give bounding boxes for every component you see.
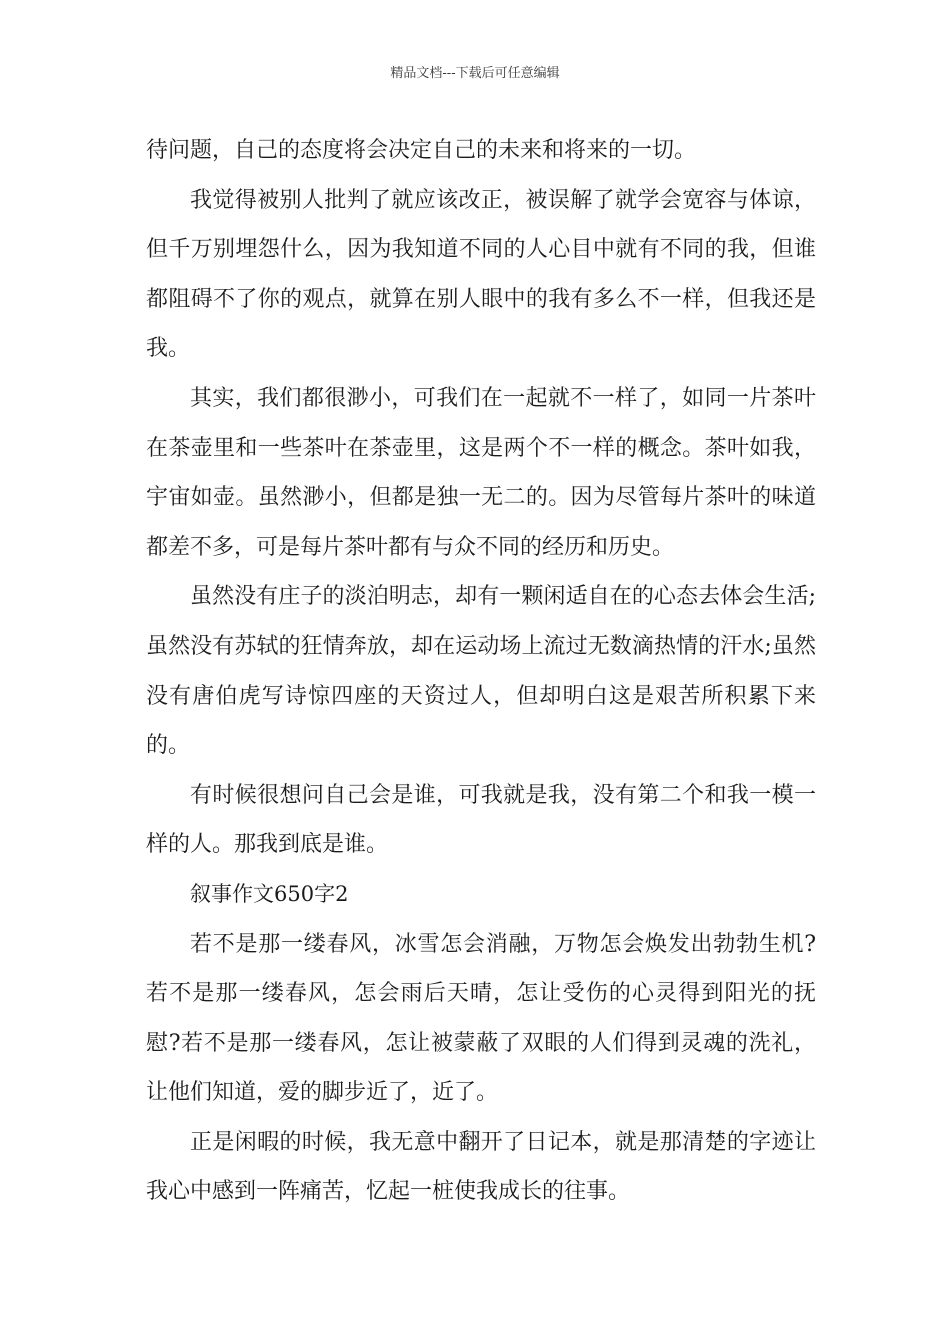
paragraph-5: 有时候很想问自己会是谁，可我就是我，没有第二个和我一模一样的人。那我到底是谁。: [146, 782, 816, 858]
paragraph-7: 正是闲暇的时候，我无意中翻开了日记本，就是那清楚的字迹让我心中感到一阵痛苦，忆起一桩使我成长的往事。: [146, 1129, 816, 1205]
paragraph-3: 其实，我们都很渺小，可我们在一起就不一样了，如同一片茶叶在茶壶里和一些茶叶在茶壶里，这是两个不一样的概念。茶叶如我，宇宙如壶。虽然渺小，但都是独一无二的。因为尽管每片茶叶的味道都差不多，可是每片茶叶都有与众不同的经历和历史。: [146, 385, 816, 560]
paragraph-6: 若不是那一缕春风，冰雪怎会消融，万物怎会焕发出勃勃生机?若不是那一缕春风，怎会雨后天晴，怎让受伤的心灵得到阳光的抚慰?若不是那一缕春风，怎让被蒙蔽了双眼的人们得到灵魂的洗礼，让他们知道，爱的脚步近了，近了。: [146, 931, 816, 1106]
paragraph-1: 待问题，自己的态度将会决定自己的未来和将来的一切。: [146, 138, 697, 163]
section-title: 叙事作文650字2: [190, 881, 349, 906]
paragraph-2: 我觉得被别人批判了就应该改正，被误解了就学会宽容与体谅，但千万别埋怨什么，因为我知道不同的人心目中就有不同的我，但谁都阻碍不了你的观点，就算在别人眼中的我有多么不一样，但我还是我。: [146, 187, 816, 362]
paragraph-4: 虽然没有庄子的淡泊明志，却有一颗闲适自在的心态去体会生活;虽然没有苏轼的狂情奔放，却在运动场上流过无数滴热情的汗水;虽然没有唐伯虎写诗惊四座的天资过人，但却明白这是艰苦所积累下来的。: [146, 584, 816, 759]
document-body: [146, 126, 816, 1217]
page-header: 精品文档---下载后可任意编辑: [390, 66, 560, 81]
